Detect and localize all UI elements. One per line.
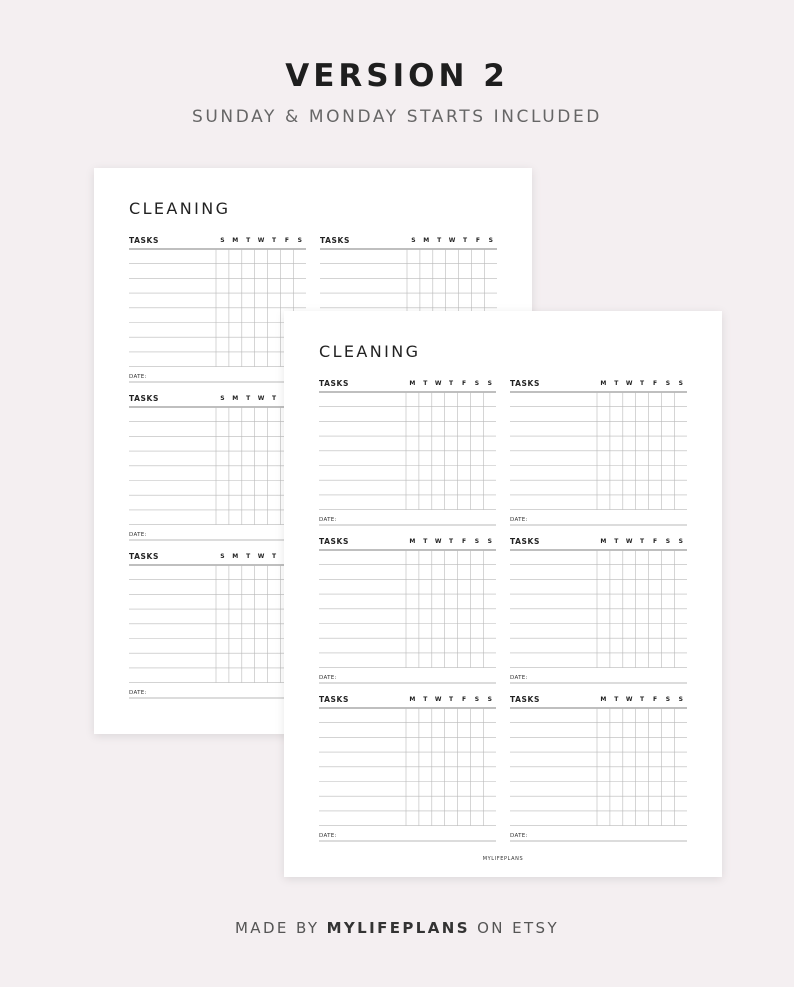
day-header: S [487, 538, 492, 545]
day-header: S [220, 553, 225, 560]
task-block [319, 537, 496, 689]
tasks-label: TASKS [510, 695, 540, 704]
day-header: M [423, 237, 430, 244]
day-header: M [409, 696, 416, 703]
day-header: T [614, 380, 619, 387]
date-label: DATE: [510, 833, 528, 839]
day-header: S [487, 380, 492, 387]
tasks-label: TASKS [129, 552, 159, 561]
tasks-label: TASKS [510, 537, 540, 546]
day-header: W [257, 395, 265, 402]
day-header: S [678, 538, 683, 545]
day-header: T [614, 696, 619, 703]
task-block [510, 695, 687, 847]
day-header: T [271, 237, 277, 244]
page-title: VERSION 2 [285, 58, 509, 94]
day-header: T [449, 538, 454, 545]
day-header: S [474, 380, 480, 387]
day-header: M [600, 696, 607, 703]
footer-credit [0, 919, 794, 937]
task-block [129, 236, 306, 388]
day-header: W [257, 553, 265, 560]
day-header: S [678, 380, 683, 387]
day-header: T [462, 237, 468, 244]
date-label: DATE: [129, 374, 147, 380]
day-header: T [423, 538, 428, 545]
day-header: S [665, 696, 671, 703]
task-grid [319, 537, 496, 689]
day-header: W [625, 538, 633, 545]
day-header: F [652, 696, 658, 703]
day-header: T [246, 553, 251, 560]
day-header: S [411, 237, 416, 244]
day-header: W [434, 380, 442, 387]
date-label: DATE: [510, 675, 528, 681]
day-header: T [449, 380, 454, 387]
day-header: W [448, 237, 456, 244]
tasks-label: TASKS [319, 379, 349, 388]
day-header: T [437, 237, 442, 244]
date-label: DATE: [129, 532, 147, 538]
day-header: F [652, 538, 658, 545]
day-header: M [232, 553, 239, 560]
day-header: M [409, 380, 416, 387]
task-grid [319, 695, 496, 847]
day-header: M [232, 395, 239, 402]
day-header: F [461, 696, 467, 703]
day-header: F [652, 380, 658, 387]
day-header: S [678, 696, 683, 703]
day-header: S [487, 696, 492, 703]
day-header: F [461, 380, 467, 387]
tasks-label: TASKS [319, 695, 349, 704]
day-header: T [640, 380, 645, 387]
day-header: T [640, 696, 645, 703]
footer-suffix: ON ETSY [469, 919, 560, 937]
day-header: F [461, 538, 467, 545]
day-header: T [271, 395, 277, 402]
footer-prefix: MADE BY [234, 919, 327, 937]
tasks-label: TASKS [510, 379, 540, 388]
task-block [510, 537, 687, 689]
day-header: S [488, 237, 493, 244]
tasks-label: TASKS [320, 236, 350, 245]
day-header: F [475, 237, 480, 244]
day-header: T [449, 696, 454, 703]
task-block [129, 394, 306, 546]
day-header: W [434, 696, 442, 703]
task-grid [319, 379, 496, 531]
day-header: W [625, 696, 633, 703]
task-block [129, 552, 306, 704]
page-subtitle: SUNDAY & MONDAY STARTS INCLUDED [192, 107, 602, 127]
date-label: DATE: [510, 517, 528, 523]
day-header: T [271, 553, 277, 560]
day-header: W [434, 538, 442, 545]
tasks-label: TASKS [319, 537, 349, 546]
task-grid [129, 394, 306, 546]
day-header: S [474, 696, 480, 703]
day-header: S [665, 538, 671, 545]
task-grid [510, 537, 687, 689]
day-header: T [423, 380, 428, 387]
day-header: T [614, 538, 619, 545]
day-header: S [665, 380, 671, 387]
monday-start-sheet [284, 311, 722, 877]
sheet-title: CLEANING [319, 342, 421, 361]
task-grid [510, 379, 687, 531]
day-header: S [474, 538, 480, 545]
day-header: S [220, 237, 225, 244]
day-header: M [409, 538, 416, 545]
sheet-brand: MYLIFEPLANS [482, 856, 524, 862]
task-grid [129, 236, 306, 388]
day-header: S [220, 395, 225, 402]
day-header: W [257, 237, 265, 244]
date-label: DATE: [319, 675, 337, 681]
tasks-label: TASKS [129, 236, 159, 245]
task-block [319, 695, 496, 847]
day-header: T [246, 237, 251, 244]
date-label: DATE: [129, 690, 147, 696]
date-label: DATE: [319, 517, 337, 523]
tasks-label: TASKS [129, 394, 159, 403]
task-grid [510, 695, 687, 847]
day-header: T [640, 538, 645, 545]
day-header: W [625, 380, 633, 387]
day-header: M [600, 538, 607, 545]
day-header: S [297, 237, 302, 244]
day-header: M [600, 380, 607, 387]
task-block [319, 379, 496, 531]
sheet-title: CLEANING [129, 199, 231, 218]
day-header: F [284, 237, 289, 244]
date-label: DATE: [319, 833, 337, 839]
day-header: T [246, 395, 251, 402]
footer-brand: MYLIFEPLANS [326, 919, 470, 937]
day-header: T [423, 696, 428, 703]
task-block [510, 379, 687, 531]
day-header: M [232, 237, 239, 244]
task-grid [129, 552, 306, 704]
